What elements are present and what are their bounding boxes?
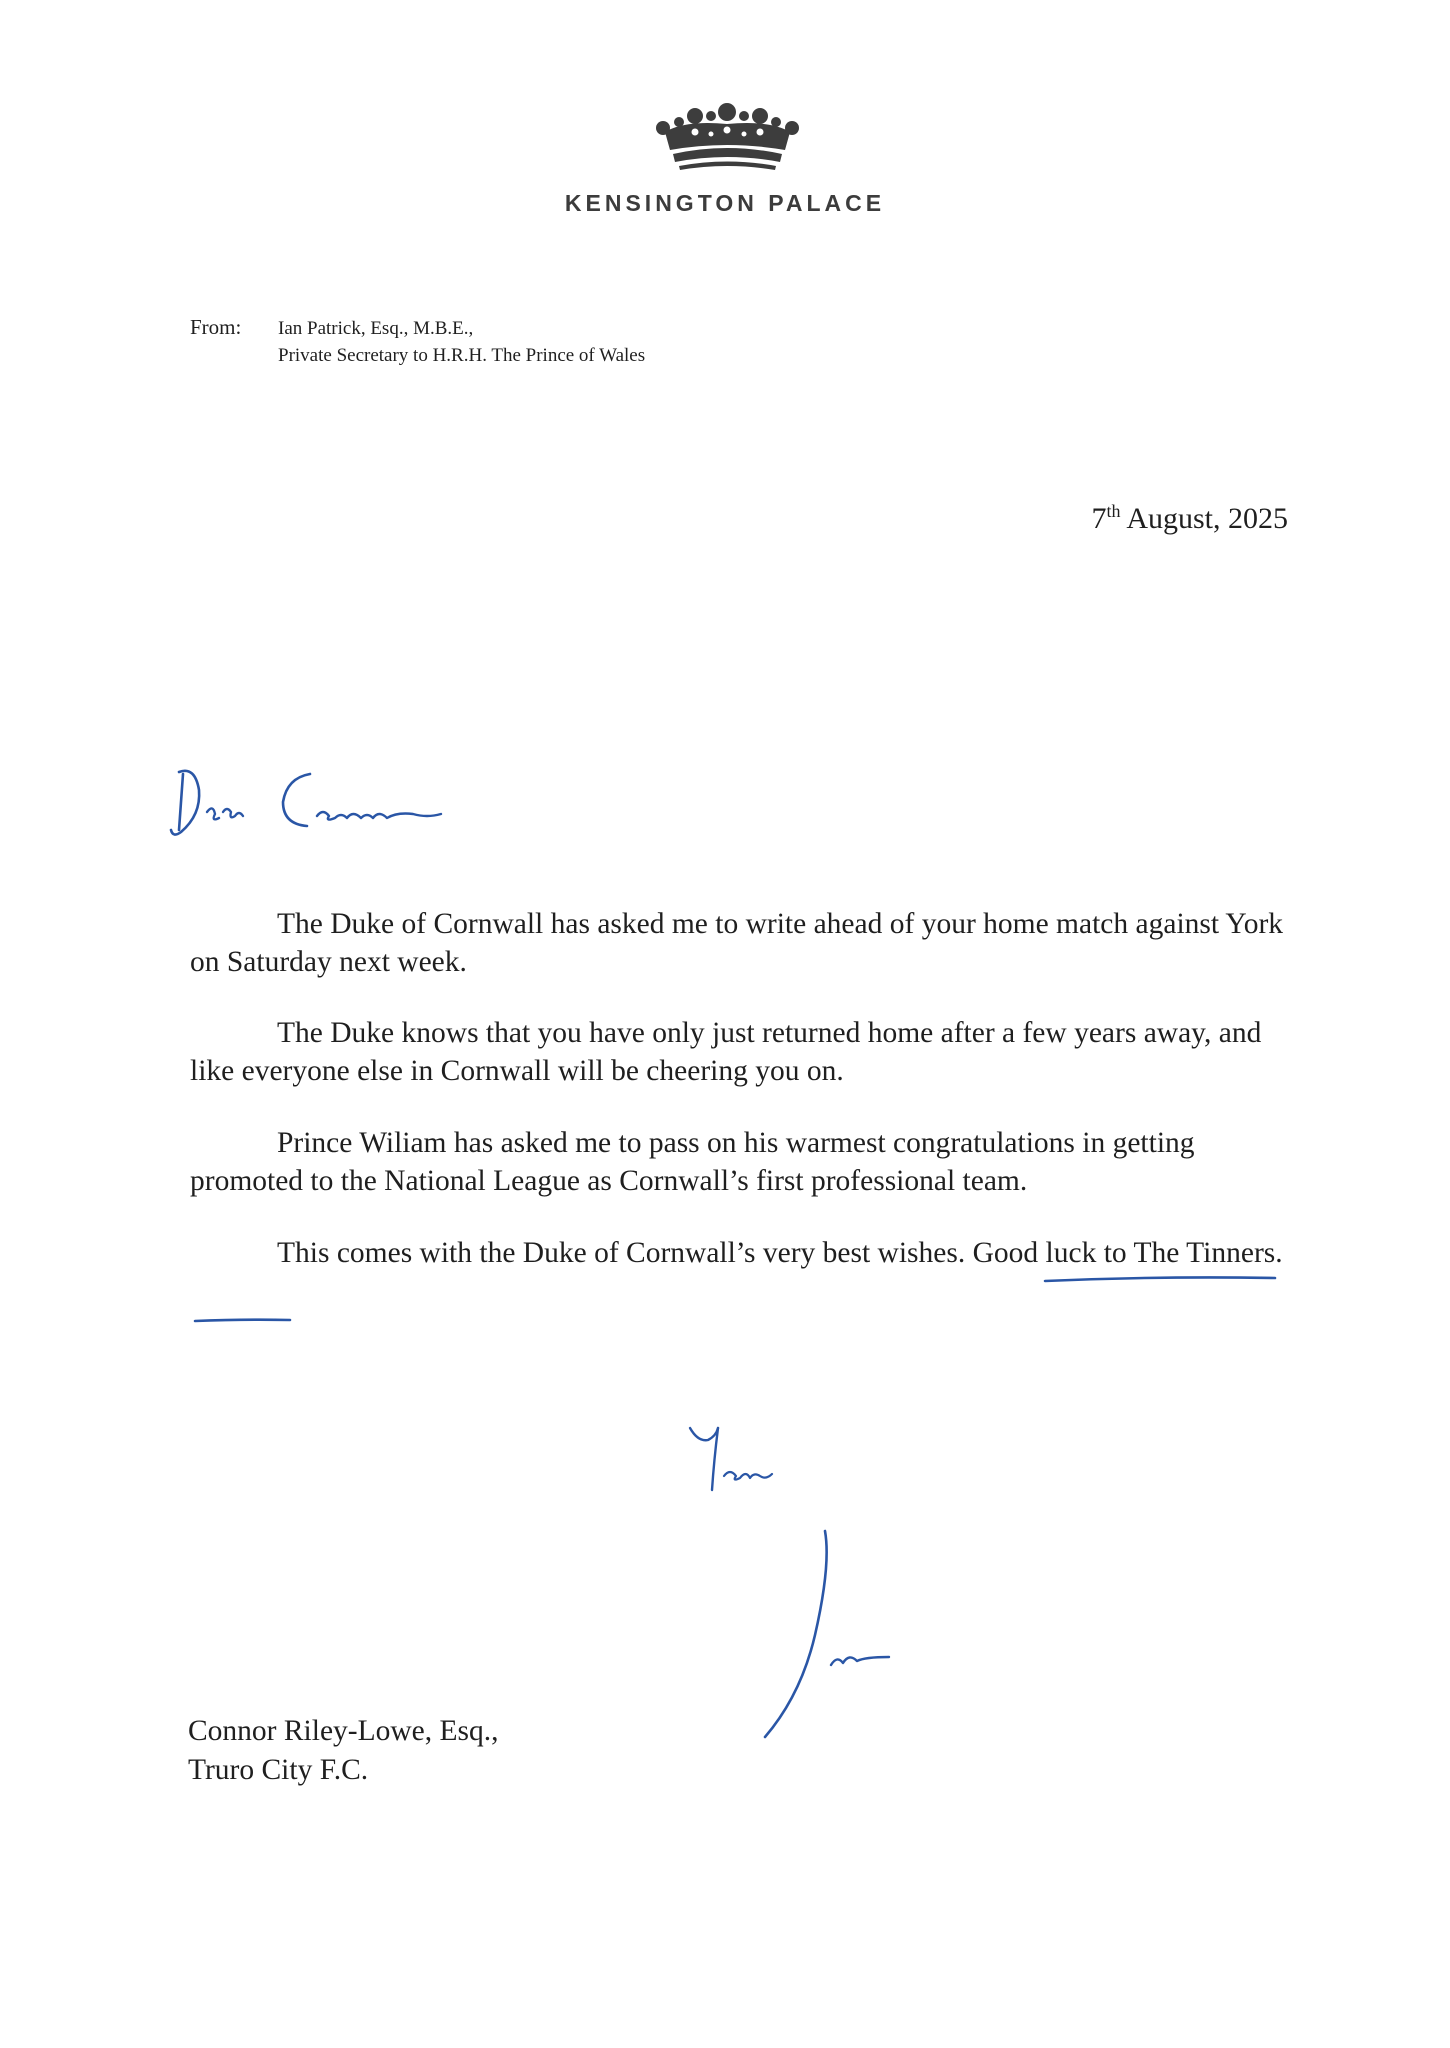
sender-name: Ian Patrick, Esq., M.B.E., [278, 318, 474, 339]
date-day: 7 [1091, 502, 1107, 535]
sender-block [278, 315, 645, 369]
handwritten-signature [745, 1525, 905, 1745]
crown-icon [655, 102, 800, 172]
paragraph-3: Prince Wiliam has asked me to pass on his warmest congratulations in getting promoted to the National League as Cornwall’s first professional team. [190, 1127, 1195, 1197]
paragraph-2: The Duke knows that you have only just returned home after a few years away, and like everyone else in Cornwall will be cheering you on. [190, 1017, 1262, 1087]
date-rest: August, 2025 [1126, 502, 1288, 535]
letterhead-title: KENSINGTON PALACE [564, 190, 886, 216]
date-ordinal: th [1106, 501, 1121, 521]
recipient-name: Connor Riley-Lowe, Esq., [188, 1715, 499, 1747]
recipient-block [188, 1712, 499, 1790]
recipient-club: Truro City F.C. [188, 1754, 369, 1786]
paragraph-1: The Duke of Cornwall has asked me to write ahead of your home match against York on Saturday next week. [190, 908, 1284, 978]
handwritten-valediction [680, 1420, 800, 1510]
from-label: From: [190, 315, 242, 339]
sender-title: Private Secretary to H.R.H. The Prince of Wales [278, 345, 646, 366]
letter-date [1091, 502, 1288, 536]
handwritten-underline [0, 1270, 1450, 1330]
handwritten-salutation [165, 760, 485, 850]
paragraph-4: This comes with the Duke of Cornwall’s very best wishes. Good luck to The Tinners. [277, 1237, 1283, 1269]
